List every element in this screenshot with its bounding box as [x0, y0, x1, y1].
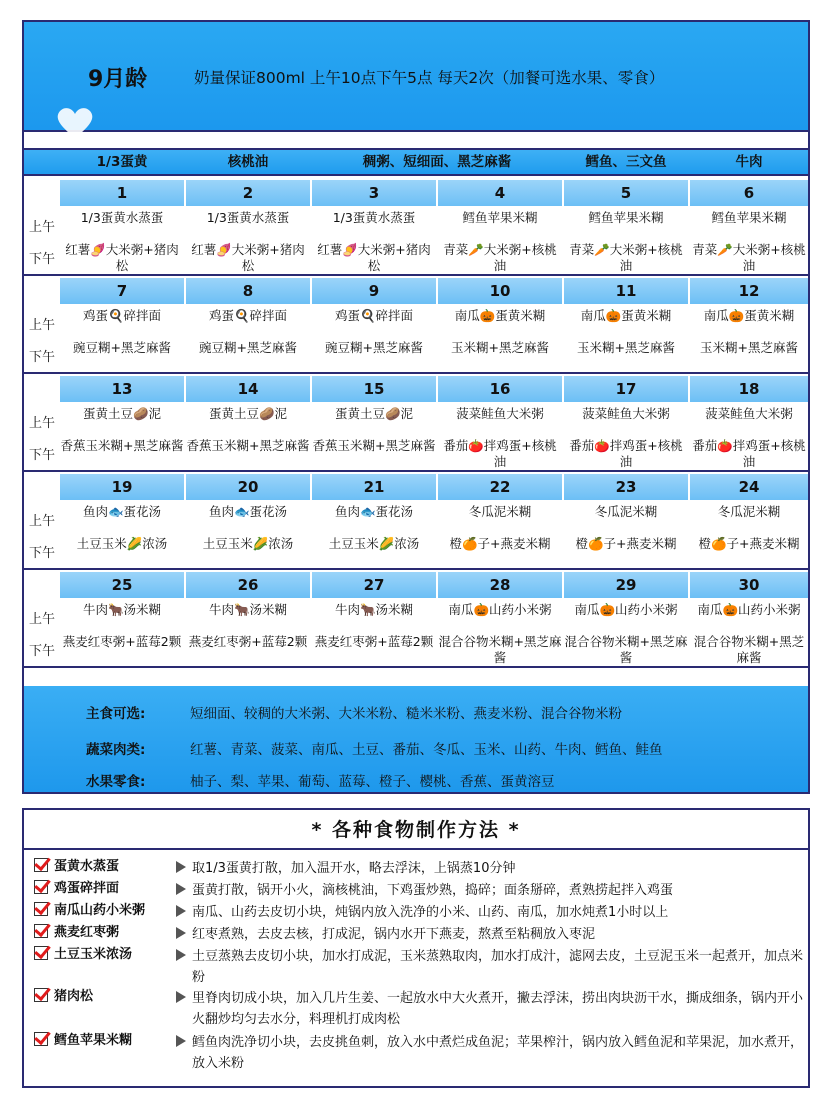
method-name: 燕麦红枣粥	[54, 925, 120, 940]
day-number: 10	[438, 278, 562, 304]
day-cell	[438, 180, 562, 274]
morning-meal: 鱼肉🐟蛋花汤	[208, 504, 288, 519]
day-number: 12	[690, 278, 808, 304]
day-number: 2	[186, 180, 310, 206]
column-header: 核桃油	[227, 154, 269, 170]
morning-meal: 鳕鱼苹果米糊	[711, 210, 787, 225]
day-number: 24	[690, 474, 808, 500]
morning-meal: 南瓜🎃山药小米粥	[574, 602, 678, 617]
week-row	[24, 472, 808, 570]
method-text: 里脊肉切成小块，加入几片生姜、一起放水中大火煮开，撇去浮沫，捞出肉块沥干水，撕成细条，锅内开小火翻炒均匀去水分，料理机打成肉松	[192, 991, 804, 1027]
morning-meal: 鸡蛋🍳碎拌面	[82, 308, 162, 323]
morning-meal: 菠菜鲑鱼大米粥	[456, 406, 544, 421]
morning-meal: 鱼肉🐟蛋花汤	[334, 504, 414, 519]
morning-meal: 菠菜鲑鱼大米粥	[582, 406, 670, 421]
triangle-bullet-icon	[176, 991, 186, 1003]
week-row	[24, 374, 808, 472]
day-cell	[690, 180, 808, 274]
afternoon-meal: 土豆玉米🌽浓汤	[328, 536, 420, 551]
methods-title: * 各种食物制作方法 *	[24, 810, 808, 850]
afternoon-meal: 混合谷物米糊+黑芝麻酱	[564, 634, 688, 665]
afternoon-meal: 玉米糊+黑芝麻酱	[577, 340, 675, 355]
method-name: 南瓜山药小米粥	[54, 903, 146, 918]
method-text: 南瓜、山药去皮切小块，炖锅内放入洗净的小米、山药、南瓜，加水炖煮1小时以上	[192, 905, 669, 920]
afternoon-meal: 燕麦红枣粥+蓝莓2颗	[314, 634, 434, 649]
day-cell	[438, 278, 562, 372]
day-cell	[312, 474, 436, 568]
options-panel	[24, 686, 808, 792]
morning-meal: 南瓜🎃山药小米粥	[697, 602, 801, 617]
afternoon-meal: 香蕉玉米糊+黑芝麻酱	[186, 438, 310, 453]
afternoon-meal: 豌豆糊+黑芝麻酱	[199, 340, 297, 355]
day-number: 30	[690, 572, 808, 598]
checkbox-icon	[34, 858, 48, 872]
afternoon-meal: 橙🍊子+燕麦米糊	[449, 536, 551, 551]
triangle-bullet-icon	[176, 861, 186, 873]
triangle-bullet-icon	[176, 927, 186, 939]
afternoon-meal: 燕麦红枣粥+蓝莓2颗	[62, 634, 182, 649]
checkbox-icon	[34, 988, 48, 1002]
triangle-bullet-icon	[176, 883, 186, 895]
day-cell	[186, 180, 310, 274]
method-name: 鳕鱼苹果米糊	[54, 1033, 133, 1048]
checkbox-icon	[34, 946, 48, 960]
option-row	[24, 770, 808, 794]
option-label: 主食可选:	[86, 706, 146, 722]
option-row	[24, 702, 808, 726]
afternoon-meal: 豌豆糊+黑芝麻酱	[73, 340, 171, 355]
column-header: 牛肉	[735, 154, 763, 170]
checkbox-icon	[34, 1032, 48, 1046]
morning-meal: 牛肉🐂汤米糊	[82, 602, 162, 617]
method-name: 鸡蛋碎拌面	[54, 881, 120, 896]
slot-label-pm: 下午	[28, 252, 55, 267]
day-number: 28	[438, 572, 562, 598]
day-cell	[690, 572, 808, 666]
option-row	[24, 738, 808, 762]
day-number: 21	[312, 474, 436, 500]
column-header: 稠粥、短细面、黑芝麻酱	[362, 154, 512, 170]
method-text: 土豆蒸熟去皮切小块，加水打成泥，玉米蒸熟取肉，加水打成汁，滤网去皮，土豆泥玉米一起煮开，加点米粉	[192, 949, 804, 985]
day-number: 26	[186, 572, 310, 598]
day-cell	[690, 474, 808, 568]
slot-label-am: 上午	[28, 220, 55, 235]
afternoon-meal: 青菜🥕大米粥+核桃油	[443, 242, 557, 273]
header-description: 奶量保证800ml 上午10点下午5点 每天2次（加餐可选水果、零食）	[194, 69, 665, 87]
slot-label-pm: 下午	[28, 448, 55, 463]
heart-icon	[54, 106, 96, 140]
day-number: 5	[564, 180, 688, 206]
day-cell	[60, 474, 184, 568]
morning-meal: 鱼肉🐟蛋花汤	[82, 504, 162, 519]
day-cell	[60, 376, 184, 470]
methods-panel	[22, 808, 810, 1088]
morning-meal: 蛋黄土豆🥔泥	[208, 406, 288, 421]
day-number: 27	[312, 572, 436, 598]
morning-meal: 鳕鱼苹果米糊	[462, 210, 538, 225]
afternoon-meal: 香蕉玉米糊+黑芝麻酱	[60, 438, 184, 453]
option-label: 蔬菜肉类:	[86, 742, 146, 758]
slot-label-pm: 下午	[28, 546, 55, 561]
morning-meal: 1/3蛋黄水蒸蛋	[206, 210, 290, 225]
column-header: 鳕鱼、三文鱼	[585, 154, 667, 170]
slot-label-pm: 下午	[28, 644, 55, 659]
day-number: 16	[438, 376, 562, 402]
triangle-bullet-icon	[176, 905, 186, 917]
triangle-bullet-icon	[176, 1035, 186, 1047]
day-cell	[60, 180, 184, 274]
afternoon-meal: 青菜🥕大米粥+核桃油	[692, 242, 806, 273]
day-cell	[312, 278, 436, 372]
morning-meal: 牛肉🐂汤米糊	[334, 602, 414, 617]
day-cell	[186, 572, 310, 666]
method-text: 红枣煮熟，去皮去核，打成泥，锅内水开下燕麦，熬煮至粘稠放入枣泥	[192, 927, 596, 942]
day-number: 23	[564, 474, 688, 500]
day-number: 4	[438, 180, 562, 206]
afternoon-meal: 青菜🥕大米粥+核桃油	[569, 242, 683, 273]
morning-meal: 蛋黄土豆🥔泥	[334, 406, 414, 421]
afternoon-meal: 橙🍊子+燕麦米糊	[698, 536, 800, 551]
column-header: 1/3蛋黄	[96, 154, 148, 170]
afternoon-meal: 番茄🍅拌鸡蛋+核桃油	[692, 438, 806, 469]
day-cell	[438, 474, 562, 568]
morning-meal: 南瓜🎃蛋黄米糊	[703, 308, 795, 323]
slot-label-am: 上午	[28, 318, 55, 333]
day-number: 25	[60, 572, 184, 598]
day-cell	[564, 278, 688, 372]
day-cell	[438, 376, 562, 470]
day-number: 6	[690, 180, 808, 206]
slot-label-am: 上午	[28, 612, 55, 627]
afternoon-meal: 玉米糊+黑芝麻酱	[700, 340, 798, 355]
morning-meal: 南瓜🎃蛋黄米糊	[454, 308, 546, 323]
week-row	[24, 178, 808, 276]
week-row	[24, 276, 808, 374]
day-cell	[186, 278, 310, 372]
day-number: 9	[312, 278, 436, 304]
morning-meal: 冬瓜泥米糊	[717, 504, 781, 519]
column-header-row	[24, 148, 808, 176]
morning-meal: 鳕鱼苹果米糊	[588, 210, 664, 225]
day-number: 18	[690, 376, 808, 402]
age-title: 9月龄	[88, 67, 148, 92]
day-cell	[312, 376, 436, 470]
week-row	[24, 570, 808, 668]
day-cell	[690, 376, 808, 470]
slot-label-pm: 下午	[28, 350, 55, 365]
day-number: 15	[312, 376, 436, 402]
day-cell	[564, 572, 688, 666]
day-number: 7	[60, 278, 184, 304]
checkbox-icon	[34, 902, 48, 916]
slot-label-am: 上午	[28, 416, 55, 431]
day-cell	[186, 376, 310, 470]
day-cell	[690, 278, 808, 372]
meal-plan-table	[22, 20, 810, 794]
afternoon-meal: 番茄🍅拌鸡蛋+核桃油	[569, 438, 683, 469]
method-name: 蛋黄水蒸蛋	[54, 859, 120, 874]
option-value: 柚子、梨、苹果、葡萄、蓝莓、橙子、樱桃、香蕉、蛋黄溶豆	[190, 774, 555, 790]
day-cell	[564, 474, 688, 568]
method-name: 猪肉松	[54, 989, 94, 1004]
day-number: 19	[60, 474, 184, 500]
day-number: 22	[438, 474, 562, 500]
afternoon-meal: 红薯🍠大米粥+猪肉松	[317, 242, 431, 273]
day-number: 8	[186, 278, 310, 304]
afternoon-meal: 红薯🍠大米粥+猪肉松	[65, 242, 179, 273]
afternoon-meal: 玉米糊+黑芝麻酱	[451, 340, 549, 355]
afternoon-meal: 橙🍊子+燕麦米糊	[575, 536, 677, 551]
day-cell	[186, 474, 310, 568]
morning-meal: 牛肉🐂汤米糊	[208, 602, 288, 617]
morning-meal: 1/3蛋黄水蒸蛋	[80, 210, 164, 225]
morning-meal: 冬瓜泥米糊	[594, 504, 658, 519]
day-cell	[564, 376, 688, 470]
afternoon-meal: 红薯🍠大米粥+猪肉松	[191, 242, 305, 273]
afternoon-meal: 番茄🍅拌鸡蛋+核桃油	[443, 438, 557, 469]
afternoon-meal: 混合谷物米糊+黑芝麻酱	[693, 634, 805, 665]
morning-meal: 冬瓜泥米糊	[468, 504, 532, 519]
day-number: 29	[564, 572, 688, 598]
day-number: 1	[60, 180, 184, 206]
morning-meal: 鸡蛋🍳碎拌面	[334, 308, 414, 323]
afternoon-meal: 土豆玉米🌽浓汤	[202, 536, 294, 551]
option-value: 短细面、较稠的大米粥、大米米粉、糙米米粉、燕麦米粉、混合谷物米粉	[190, 706, 622, 722]
day-number: 20	[186, 474, 310, 500]
day-cell	[312, 572, 436, 666]
slot-label-am: 上午	[28, 514, 55, 529]
day-number: 11	[564, 278, 688, 304]
day-cell	[60, 278, 184, 372]
morning-meal: 南瓜🎃山药小米粥	[448, 602, 552, 617]
day-number: 14	[186, 376, 310, 402]
afternoon-meal: 混合谷物米糊+黑芝麻酱	[438, 634, 562, 665]
morning-meal: 鸡蛋🍳碎拌面	[208, 308, 288, 323]
afternoon-meal: 土豆玉米🌽浓汤	[76, 536, 168, 551]
day-cell	[312, 180, 436, 274]
afternoon-meal: 香蕉玉米糊+黑芝麻酱	[312, 438, 436, 453]
day-cell	[438, 572, 562, 666]
day-number: 13	[60, 376, 184, 402]
method-text: 鳕鱼肉洗净切小块，去皮挑鱼刺，放入水中煮烂成鱼泥；苹果榨汁，锅内放入鳕鱼泥和苹果泥，加水煮开，放入米粉	[192, 1035, 804, 1071]
afternoon-meal: 燕麦红枣粥+蓝莓2颗	[188, 634, 308, 649]
morning-meal: 南瓜🎃蛋黄米糊	[580, 308, 672, 323]
method-text: 取1/3蛋黄打散，加入温开水，略去浮沫，上锅蒸10分钟	[192, 861, 516, 876]
triangle-bullet-icon	[176, 949, 186, 961]
afternoon-meal: 豌豆糊+黑芝麻酱	[325, 340, 423, 355]
day-cell	[564, 180, 688, 274]
checkbox-icon	[34, 924, 48, 938]
day-number: 17	[564, 376, 688, 402]
option-label: 水果零食:	[86, 774, 146, 790]
method-name: 土豆玉米浓汤	[54, 947, 133, 962]
morning-meal: 菠菜鲑鱼大米粥	[705, 406, 793, 421]
morning-meal: 蛋黄土豆🥔泥	[82, 406, 162, 421]
day-number: 3	[312, 180, 436, 206]
day-cell	[60, 572, 184, 666]
title-banner	[24, 22, 808, 132]
morning-meal: 1/3蛋黄水蒸蛋	[332, 210, 416, 225]
method-text: 蛋黄打散，锅开小火，滴核桃油，下鸡蛋炒熟，捣碎；面条掰碎，煮熟捞起拌入鸡蛋	[192, 883, 674, 898]
checkbox-icon	[34, 880, 48, 894]
option-value: 红薯、青菜、菠菜、南瓜、土豆、番茄、冬瓜、玉米、山药、牛肉、鳕鱼、鲑鱼	[190, 742, 663, 758]
